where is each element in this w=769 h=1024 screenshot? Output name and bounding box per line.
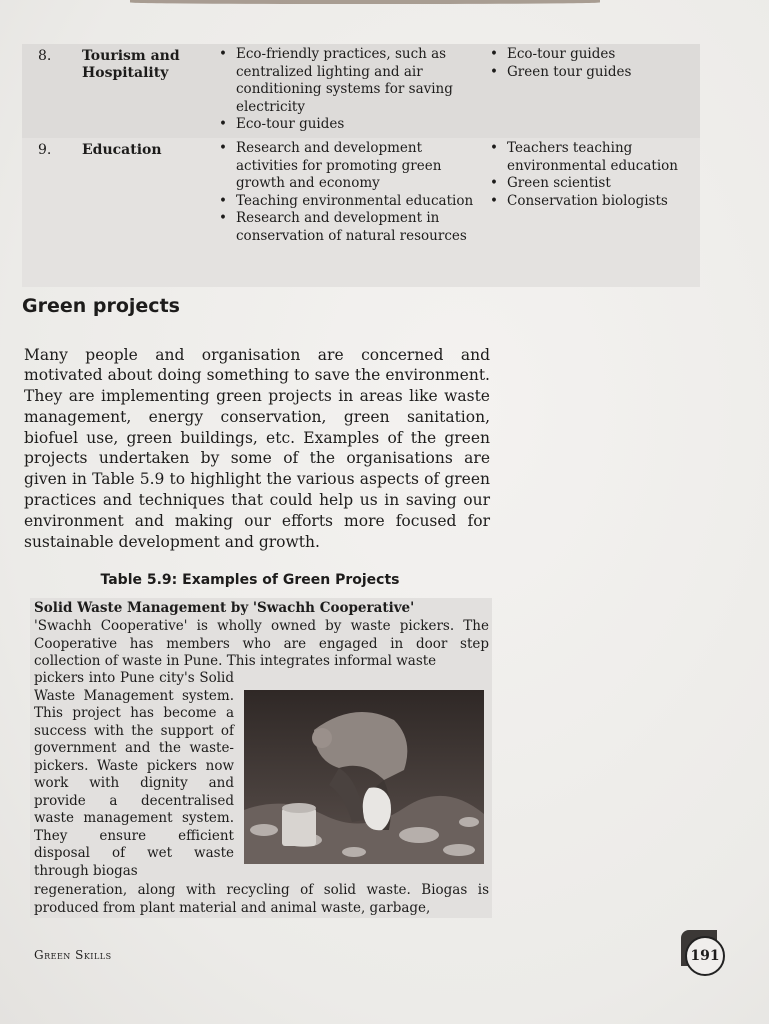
sector-name-line: Hospitality — [82, 65, 169, 81]
list-item: • Eco-friendly practices, such as centralized lighting and air conditioning systems for saving electricity — [216, 46, 481, 116]
list-item: • Eco-tour guides — [487, 46, 697, 64]
section-paragraph: Many people and organisation are concerned and motivated about doing something to save the environment. They are implementing green projects in areas like waste management, energy conservation, green sanitation, biofuel use, green buildings, etc. Examples of the green projects undertaken by some of the organisations are given in Table 5.9 to highlight the various aspects of green practices and techniques that could help us in saving our environment and making our efforts more focused for sustainable development and growth. — [24, 345, 490, 551]
page-number: 191 — [685, 936, 725, 976]
project-tail-text: regeneration, along with recycling of solid waste. Biogas is produced from plant material and animal waste, garbage, — [34, 882, 489, 916]
list-item: • Teaching environmental education — [216, 193, 481, 211]
project-side-text: pickers into Pune city's Solid Waste Management system. This project has become a success with the support of government and the waste-pickers. Waste pickers now work with dignity and provide a decentralised waste management system. They ensure efficient disposal of wet waste through biogas — [34, 670, 234, 879]
practices-list — [216, 46, 481, 134]
project-title: Solid Waste Management by 'Swachh Cooperative' — [34, 600, 415, 616]
sector-name-line: Tourism and — [82, 48, 180, 64]
list-item: • Research and development in conservation of natural resources — [216, 210, 481, 245]
binding-edge — [130, 0, 600, 4]
table-row — [22, 44, 700, 138]
list-item: • Green tour guides — [487, 64, 697, 82]
waste-picker-photo — [244, 690, 484, 864]
waste-picker-illustration — [244, 690, 484, 864]
list-item: • Eco-tour guides — [216, 116, 481, 134]
jobs-list — [487, 46, 697, 81]
table-caption: Table 5.9: Examples of Green Projects — [100, 572, 400, 588]
sector-name — [82, 48, 202, 82]
row-number: 8. — [38, 48, 52, 64]
practices-list — [216, 140, 481, 245]
table-row — [22, 138, 700, 287]
list-item: • Green scientist — [487, 175, 697, 193]
book-title: Green Skills — [34, 948, 112, 962]
list-item: • Research and development activities for promoting green growth and economy — [216, 140, 481, 193]
list-item: • Teachers teaching environmental education — [487, 140, 697, 175]
row-number: 9. — [38, 142, 52, 158]
project-intro-text: 'Swachh Cooperative' is wholly owned by waste pickers. The Cooperative has members who are engaged in door step collection of waste in Pune. This integrates informal waste — [34, 618, 489, 669]
jobs-list — [487, 140, 697, 210]
sector-name-line: Education — [82, 142, 162, 158]
section-heading: Green projects — [22, 295, 180, 317]
list-item: • Conservation biologists — [487, 193, 697, 211]
green-jobs-table — [22, 44, 700, 287]
project-box — [30, 598, 492, 918]
sector-name — [82, 142, 202, 159]
